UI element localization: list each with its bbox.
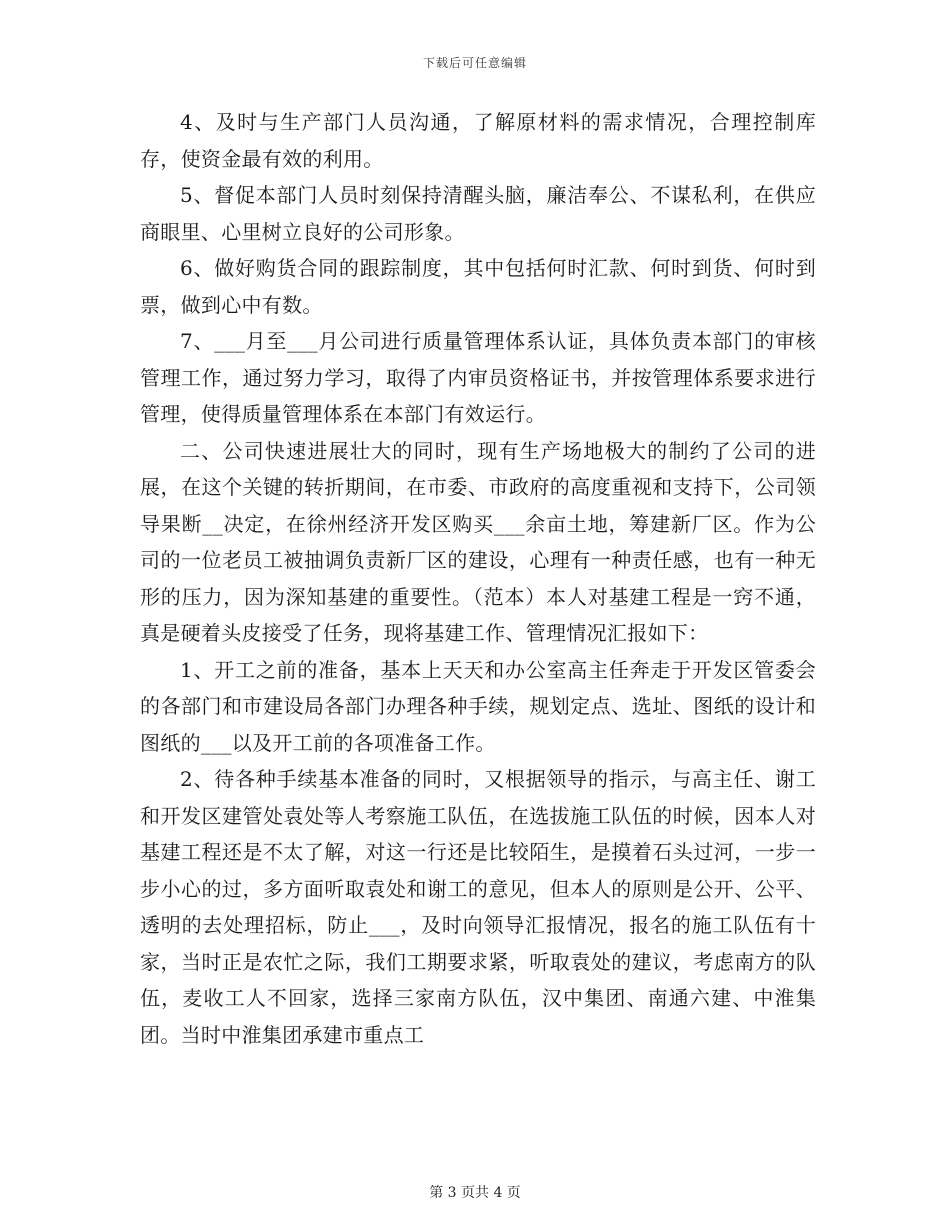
paragraph-item-5: 5、督促本部门人员时刻保持清醒头脑，廉洁奉公、不谋私利，在供应商眼里、心里树立良好的公司形象。 xyxy=(140,183,816,244)
paragraph-item-4: 4、及时与生产部门人员沟通，了解原材料的需求情况，合理控制库存，使资金最有效的利用。 xyxy=(140,110,816,171)
page-header: 下载后可任意编辑 xyxy=(422,56,527,70)
paragraph-section-2: 二、公司快速进展壮大的同时，现有生产场地极大的制约了公司的进展，在这个关键的转折期间，在市委、市政府的高度重视和支持下，公司领导果断__决定，在徐州经济开发区购买___余亩土地，筹建新厂区。作为公司的一位老员工被抽调负责新厂区的建设，心理有一种责任感，也有一种无形的压力，因为深知基建的重要性。（范本）本人对基建工程是一窍不通，真是硬着头皮接受了任务，现将基建工作、管理情况汇报如下： xyxy=(140,438,816,645)
paragraph-item-7: 7、___月至___月公司进行质量管理体系认证，具体负责本部门的审核管理工作，通过努力学习，取得了内审员资格证书，并按管理体系要求进行管理，使得质量管理体系在本部门有效运行。 xyxy=(140,329,816,426)
document-body xyxy=(140,104,816,1053)
paragraph-item-6: 6、做好购货合同的跟踪制度，其中包括何时汇款、何时到货、何时到票，做到心中有数。 xyxy=(140,256,816,317)
page-number-footer: 第 3 页共 4 页 xyxy=(429,1185,521,1201)
paragraph-sub-item-2: 2、待各种手续基本准备的同时，又根据领导的指示，与高主任、谢工和开发区建管处袁处等人考察施工队伍，在选拔施工队伍的时候，因本人对基建工程还是不太了解，对这一行还是比较陌生，是摸着石头过河，一步一步小心的过，多方面听取袁处和谢工的意见，但本人的原则是公开、公平、透明的去处理招标，防止___，及时向领导汇报情况，报名的施工队伍有十家，当时正是农忙之际，我们工期要求紧，听取袁处的建议，考虑南方的队伍，麦收工人不回家，选择三家南方队伍，汉中集团、南通六建、中淮集团。当时中淮集团承建市重点工 xyxy=(140,767,816,1047)
paragraph-sub-item-1: 1、开工之前的准备，基本上天天和办公室高主任奔走于开发区管委会的各部门和市建设局各部门办理各种手续，规划定点、选址、图纸的设计和图纸的___以及开工前的各项准备工作。 xyxy=(140,657,816,755)
